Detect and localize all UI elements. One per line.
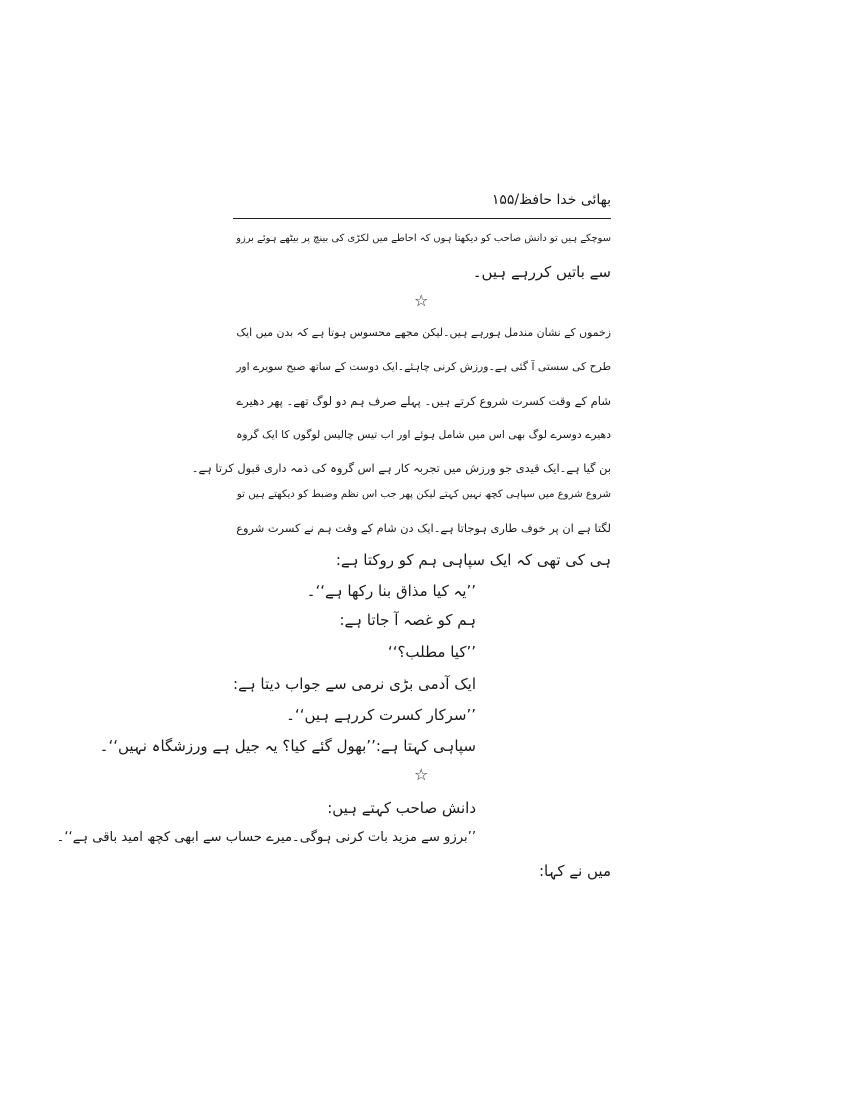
dialogue-line: ’’کیا مطلب؟‘‘ xyxy=(387,643,476,661)
text-line: شام کے وقت کسرت شروع کرتے ہیں۔ پہلے صرف ہم دو لوگ تھے۔ پھر دھیرے xyxy=(236,394,611,408)
running-header xyxy=(233,184,611,219)
text-line: ہی کی تھی کہ ایک سپاہی ہم کو روکتا ہے: xyxy=(335,551,611,569)
running-title: بھائی خدا حافظ/۱۵۵ xyxy=(491,192,611,208)
text-line: دانش صاحب کہتے ہیں: xyxy=(327,799,476,817)
dialogue-line: ایک آدمی بڑی نرمی سے جواب دیتا ہے: xyxy=(233,675,476,693)
text-line: طرح کی سستی آ گئی ہے۔ورزش کرنی چاہئے۔ایک دوست کے ساتھ صبح سویرے اور xyxy=(236,360,611,373)
dialogue-line: ’’سرکار کسرت کررہے ہیں‘‘۔ xyxy=(286,706,476,724)
dialogue-line: ہم کو غصہ آ جاتا ہے: xyxy=(339,611,476,629)
dialogue-line: ’’یہ کیا مذاق بنا رکھا ہے‘‘۔ xyxy=(306,582,476,600)
quote-line: ’’برزو سے مزید بات کرنی ہوگی۔میرے حساب سے ابھی کچھ امید باقی ہے‘‘۔ xyxy=(56,830,476,845)
text-line: شروع شروع میں سپاہی کچھ نہیں کہتے لیکن پھر جب اس نظم وضبط کو دیکھتے ہیں تو xyxy=(236,489,611,500)
star-separator: ☆ xyxy=(414,291,429,310)
text-line: سوچکے ہیں تو دانش صاحب کو دیکھتا ہوں کہ احاطے میں لکڑی کی بینچ پر بیٹھے ہوئے برزو xyxy=(236,233,611,244)
text-line: بن گیا ہے۔ایک قیدی جو ورزش میں تجربہ کار ہے اس گروہ کی ذمہ داری قبول کرتا ہے۔ xyxy=(191,461,611,475)
dialogue-line: سپاہی کہتا ہے:’’بھول گئے کیا؟ یہ جیل ہے ورزشگاہ نہیں‘‘۔ xyxy=(99,737,476,755)
text-line: لگتا ہے ان پر خوف طاری ہوجاتا ہے۔ایک دن شام کے وقت ہم نے کسرت شروع xyxy=(236,521,611,535)
text-line: میں نے کہا: xyxy=(538,862,611,880)
text-line: سے باتیں کررہے ہیں۔ xyxy=(472,263,611,281)
star-separator: ☆ xyxy=(414,765,429,784)
text-line: زخموں کے نشان مندمل ہورہے ہیں۔لیکن مجھے محسوس ہوتا ہے کہ بدن میں ایک xyxy=(236,326,611,339)
text-line: دھیرے دوسرے لوگ بھی اس میں شامل ہوئے اور اب تیس چالیس لوگوں کا ایک گروہ xyxy=(236,428,611,441)
